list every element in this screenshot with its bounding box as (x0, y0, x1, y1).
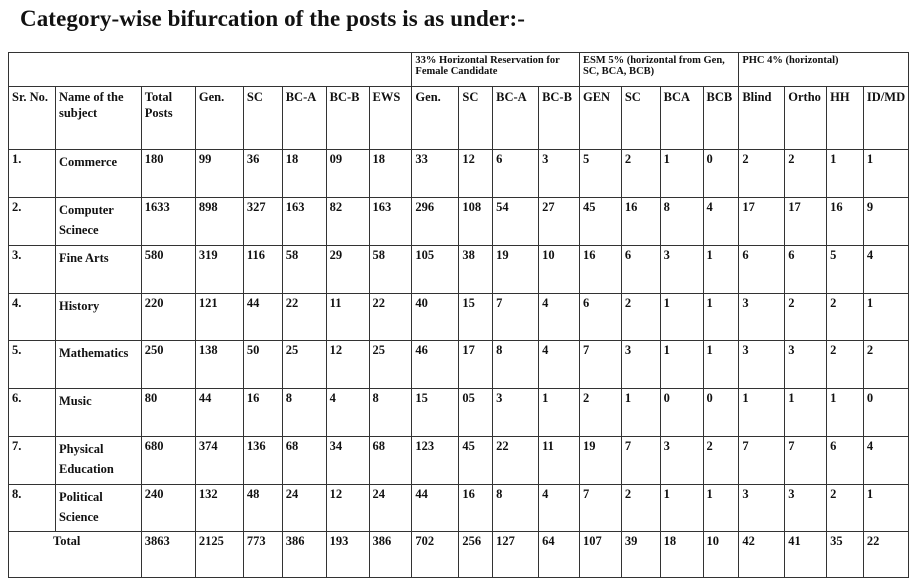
posts-table (8, 52, 909, 578)
value-cell: 1 (703, 245, 739, 293)
value-cell: 5 (827, 245, 864, 293)
value-cell: 580 (141, 245, 195, 293)
sr-no-cell: 3. (9, 245, 56, 293)
value-cell: 123 (412, 436, 459, 484)
table-row (9, 245, 909, 293)
page-title: Category-wise bifurcation of the posts is as under:- (20, 6, 526, 31)
total-value-cell: 256 (459, 532, 493, 578)
value-cell: 29 (326, 245, 369, 293)
total-value-cell: 386 (369, 532, 412, 578)
group-header-row (9, 53, 909, 87)
value-cell: 3 (739, 293, 785, 341)
value-cell: 898 (195, 198, 243, 246)
value-cell: 680 (141, 436, 195, 484)
header-esm-bca: BCA (660, 86, 703, 150)
header-esm-bcb: BCB (703, 86, 739, 150)
value-cell: 10 (539, 245, 580, 293)
value-cell: 58 (282, 245, 326, 293)
value-cell: 4 (539, 293, 580, 341)
value-cell: 68 (282, 436, 326, 484)
sr-no-cell: 4. (9, 293, 56, 341)
value-cell: 374 (195, 436, 243, 484)
value-cell: 4 (863, 245, 908, 293)
subject-name-cell: Political Science (55, 484, 141, 532)
value-cell: 7 (493, 293, 539, 341)
value-cell: 6 (785, 245, 827, 293)
value-cell: 7 (739, 436, 785, 484)
group-header-empty (9, 53, 412, 87)
value-cell: 3 (539, 150, 580, 198)
total-value-cell: 18 (660, 532, 703, 578)
value-cell: 17 (459, 341, 493, 389)
value-cell: 2 (621, 150, 660, 198)
value-cell: 11 (326, 293, 369, 341)
value-cell: 0 (660, 389, 703, 437)
value-cell: 1 (539, 389, 580, 437)
value-cell: 44 (243, 293, 282, 341)
value-cell: 105 (412, 245, 459, 293)
value-cell: 240 (141, 484, 195, 532)
value-cell: 1 (660, 341, 703, 389)
value-cell: 27 (539, 198, 580, 246)
value-cell: 22 (493, 436, 539, 484)
value-cell: 1 (703, 341, 739, 389)
value-cell: 3 (785, 341, 827, 389)
table-row (9, 341, 909, 389)
header-gen: Gen. (195, 86, 243, 150)
total-value-cell: 64 (539, 532, 580, 578)
value-cell: 1 (660, 293, 703, 341)
total-label: Total (9, 532, 142, 578)
value-cell: 1 (863, 484, 908, 532)
value-cell: 319 (195, 245, 243, 293)
table-row (9, 436, 909, 484)
header-esm-sc: SC (621, 86, 660, 150)
value-cell: 16 (243, 389, 282, 437)
header-female-bc-b: BC-B (539, 86, 580, 150)
header-esm-gen: GEN (579, 86, 621, 150)
value-cell: 7 (621, 436, 660, 484)
value-cell: 44 (195, 389, 243, 437)
header-phc-ortho: Ortho (785, 86, 827, 150)
value-cell: 80 (141, 389, 195, 437)
value-cell: 1 (739, 389, 785, 437)
sr-no-cell: 2. (9, 198, 56, 246)
value-cell: 250 (141, 341, 195, 389)
value-cell: 136 (243, 436, 282, 484)
subject-name-cell: Music (55, 389, 141, 437)
total-value-cell: 773 (243, 532, 282, 578)
value-cell: 1 (703, 484, 739, 532)
value-cell: 2 (621, 293, 660, 341)
value-cell: 1 (863, 150, 908, 198)
value-cell: 6 (579, 293, 621, 341)
value-cell: 132 (195, 484, 243, 532)
value-cell: 17 (739, 198, 785, 246)
value-cell: 163 (282, 198, 326, 246)
value-cell: 5 (579, 150, 621, 198)
subject-name-cell: History (55, 293, 141, 341)
value-cell: 0 (703, 150, 739, 198)
value-cell: 2 (621, 484, 660, 532)
total-value-cell: 2125 (195, 532, 243, 578)
header-bc-a: BC-A (282, 86, 326, 150)
value-cell: 4 (703, 198, 739, 246)
value-cell: 8 (493, 341, 539, 389)
value-cell: 12 (326, 484, 369, 532)
value-cell: 16 (621, 198, 660, 246)
value-cell: 2 (827, 341, 864, 389)
value-cell: 68 (369, 436, 412, 484)
sr-no-cell: 5. (9, 341, 56, 389)
value-cell: 16 (827, 198, 864, 246)
value-cell: 45 (579, 198, 621, 246)
value-cell: 2 (703, 436, 739, 484)
value-cell: 4 (539, 484, 580, 532)
value-cell: 44 (412, 484, 459, 532)
value-cell: 327 (243, 198, 282, 246)
value-cell: 17 (785, 198, 827, 246)
value-cell: 163 (369, 198, 412, 246)
table-row (9, 198, 909, 246)
subject-name-cell: Physical Education (55, 436, 141, 484)
value-cell: 2 (785, 150, 827, 198)
value-cell: 2 (579, 389, 621, 437)
value-cell: 180 (141, 150, 195, 198)
value-cell: 1 (660, 484, 703, 532)
value-cell: 138 (195, 341, 243, 389)
sr-no-cell: 1. (9, 150, 56, 198)
value-cell: 33 (412, 150, 459, 198)
header-sr-no: Sr. No. (9, 86, 56, 150)
value-cell: 1 (785, 389, 827, 437)
value-cell: 58 (369, 245, 412, 293)
value-cell: 108 (459, 198, 493, 246)
subject-name-cell: Computer Scinece (55, 198, 141, 246)
value-cell: 38 (459, 245, 493, 293)
header-total-posts: Total Posts (141, 86, 195, 150)
value-cell: 2 (785, 293, 827, 341)
value-cell: 7 (579, 341, 621, 389)
value-cell: 40 (412, 293, 459, 341)
value-cell: 99 (195, 150, 243, 198)
value-cell: 24 (282, 484, 326, 532)
value-cell: 15 (459, 293, 493, 341)
value-cell: 1 (827, 389, 864, 437)
value-cell: 3 (493, 389, 539, 437)
value-cell: 12 (326, 341, 369, 389)
value-cell: 54 (493, 198, 539, 246)
value-cell: 8 (282, 389, 326, 437)
value-cell: 2 (827, 484, 864, 532)
total-value-cell: 702 (412, 532, 459, 578)
header-phc-blind: Blind (739, 86, 785, 150)
total-value-cell: 39 (621, 532, 660, 578)
value-cell: 1 (827, 150, 864, 198)
subject-name-cell: Commerce (55, 150, 141, 198)
value-cell: 36 (243, 150, 282, 198)
value-cell: 1 (863, 293, 908, 341)
value-cell: 6 (621, 245, 660, 293)
group-header-phc: PHC 4% (horizontal) (739, 53, 909, 87)
value-cell: 3 (785, 484, 827, 532)
total-value-cell: 35 (827, 532, 864, 578)
value-cell: 9 (863, 198, 908, 246)
value-cell: 05 (459, 389, 493, 437)
value-cell: 8 (493, 484, 539, 532)
table-row (9, 389, 909, 437)
header-ews: EWS (369, 86, 412, 150)
value-cell: 4 (863, 436, 908, 484)
value-cell: 3 (660, 436, 703, 484)
value-cell: 1 (621, 389, 660, 437)
subject-name-cell: Mathematics (55, 341, 141, 389)
header-phc-hh: HH (827, 86, 864, 150)
value-cell: 3 (660, 245, 703, 293)
sr-no-cell: 6. (9, 389, 56, 437)
value-cell: 4 (326, 389, 369, 437)
total-value-cell: 193 (326, 532, 369, 578)
total-value-cell: 127 (493, 532, 539, 578)
value-cell: 18 (369, 150, 412, 198)
value-cell: 7 (579, 484, 621, 532)
value-cell: 1633 (141, 198, 195, 246)
header-subject-name: Name of the subject (55, 86, 141, 150)
value-cell: 1 (660, 150, 703, 198)
table-row (9, 293, 909, 341)
value-cell: 8 (369, 389, 412, 437)
sr-no-cell: 7. (9, 436, 56, 484)
total-value-cell: 42 (739, 532, 785, 578)
value-cell: 25 (282, 341, 326, 389)
value-cell: 6 (827, 436, 864, 484)
value-cell: 12 (459, 150, 493, 198)
header-female-sc: SC (459, 86, 493, 150)
value-cell: 0 (703, 389, 739, 437)
sr-no-cell: 8. (9, 484, 56, 532)
value-cell: 296 (412, 198, 459, 246)
value-cell: 6 (739, 245, 785, 293)
total-value-cell: 10 (703, 532, 739, 578)
value-cell: 25 (369, 341, 412, 389)
value-cell: 11 (539, 436, 580, 484)
value-cell: 0 (863, 389, 908, 437)
group-header-esm: ESM 5% (horizontal from Gen, SC, BCA, BCB) (579, 53, 738, 87)
value-cell: 16 (459, 484, 493, 532)
value-cell: 8 (660, 198, 703, 246)
value-cell: 15 (412, 389, 459, 437)
value-cell: 3 (739, 341, 785, 389)
value-cell: 46 (412, 341, 459, 389)
group-header-female: 33% Horizontal Reservation for Female Candidate (412, 53, 580, 87)
value-cell: 34 (326, 436, 369, 484)
value-cell: 18 (282, 150, 326, 198)
total-row (9, 532, 909, 578)
value-cell: 7 (785, 436, 827, 484)
value-cell: 22 (282, 293, 326, 341)
value-cell: 1 (703, 293, 739, 341)
value-cell: 50 (243, 341, 282, 389)
value-cell: 4 (539, 341, 580, 389)
value-cell: 116 (243, 245, 282, 293)
value-cell: 121 (195, 293, 243, 341)
total-value-cell: 3863 (141, 532, 195, 578)
subject-name-cell: Fine Arts (55, 245, 141, 293)
value-cell: 3 (621, 341, 660, 389)
value-cell: 2 (863, 341, 908, 389)
total-value-cell: 107 (579, 532, 621, 578)
value-cell: 220 (141, 293, 195, 341)
value-cell: 24 (369, 484, 412, 532)
column-header-row (9, 86, 909, 150)
value-cell: 45 (459, 436, 493, 484)
value-cell: 48 (243, 484, 282, 532)
total-value-cell: 41 (785, 532, 827, 578)
value-cell: 19 (579, 436, 621, 484)
value-cell: 2 (739, 150, 785, 198)
table-row (9, 150, 909, 198)
value-cell: 3 (739, 484, 785, 532)
value-cell: 2 (827, 293, 864, 341)
header-female-gen: Gen. (412, 86, 459, 150)
value-cell: 19 (493, 245, 539, 293)
header-sc: SC (243, 86, 282, 150)
header-female-bc-a: BC-A (493, 86, 539, 150)
value-cell: 22 (369, 293, 412, 341)
total-value-cell: 386 (282, 532, 326, 578)
header-phc-id-md: ID/MD (863, 86, 908, 150)
total-value-cell: 22 (863, 532, 908, 578)
value-cell: 82 (326, 198, 369, 246)
value-cell: 16 (579, 245, 621, 293)
table-row (9, 484, 909, 532)
value-cell: 6 (493, 150, 539, 198)
value-cell: 09 (326, 150, 369, 198)
header-bc-b: BC-B (326, 86, 369, 150)
